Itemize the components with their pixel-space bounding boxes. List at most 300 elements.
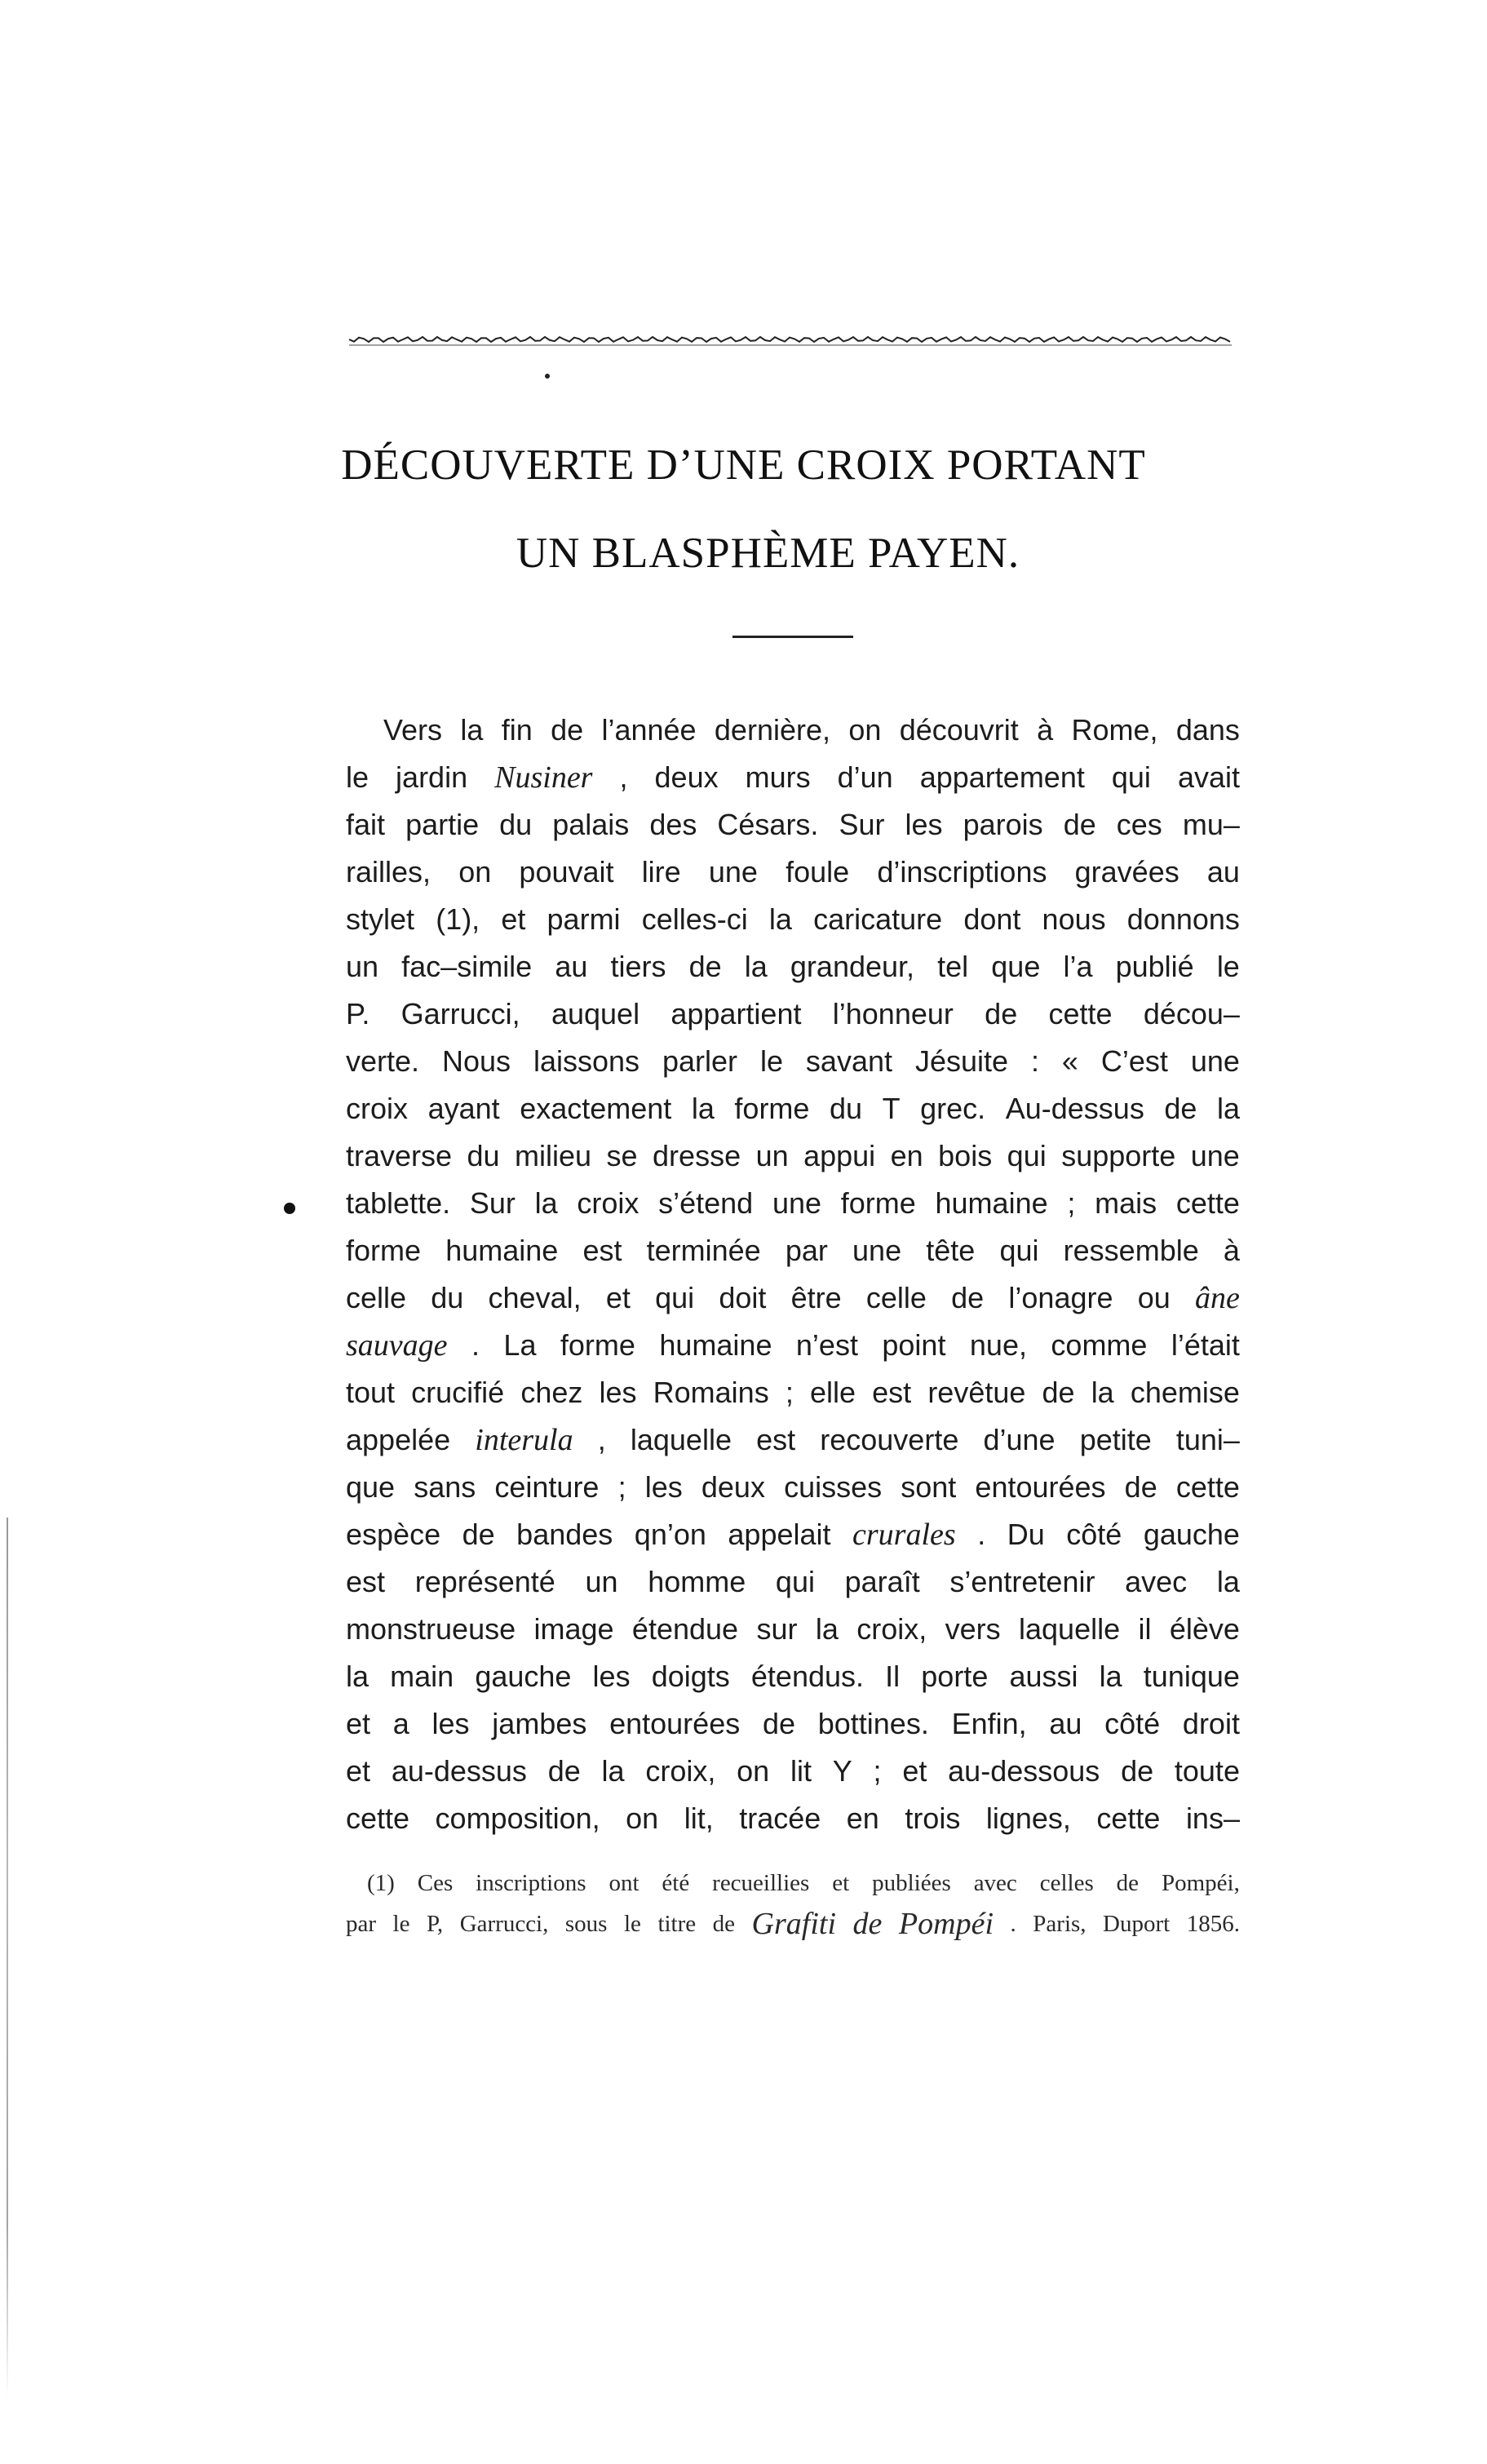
word: exactement — [520, 1092, 672, 1125]
word: celles-ci — [641, 902, 748, 936]
word: ont — [609, 1870, 639, 1896]
chapter-title-line-1: DÉCOUVERTE D’UNE CROIX PORTANT — [341, 441, 1146, 489]
word: croix — [577, 1186, 639, 1220]
word: Enfin, — [951, 1707, 1027, 1740]
word: ces — [1116, 808, 1162, 841]
word: tête — [926, 1234, 976, 1267]
word: côté — [1104, 1707, 1161, 1740]
word: le — [1216, 950, 1240, 983]
word: (1), — [436, 902, 480, 936]
word: donnons — [1126, 902, 1240, 936]
word: est — [872, 1376, 912, 1409]
word: les — [592, 1660, 631, 1693]
word: nous — [1042, 902, 1106, 936]
word: tablette. — [346, 1186, 451, 1220]
word: être — [790, 1281, 842, 1314]
word: ceinture — [494, 1470, 600, 1504]
word: tiers — [610, 950, 666, 983]
word: laquelle — [1019, 1612, 1121, 1646]
footnote-line — [346, 1863, 1240, 1903]
word: homme — [648, 1565, 746, 1598]
italic-word: Pompéi — [898, 1907, 994, 1941]
body-line — [346, 1227, 1240, 1274]
italic-word: crurales — [852, 1518, 956, 1552]
word: Ces — [417, 1870, 454, 1896]
word: l’onagre — [1008, 1281, 1113, 1314]
word: lit — [790, 1754, 812, 1788]
word: la — [1216, 1092, 1240, 1125]
word: forme — [840, 1186, 916, 1220]
word: appelait — [728, 1518, 831, 1551]
word: de — [1063, 808, 1096, 841]
word: de — [1164, 1092, 1197, 1125]
word: espèce — [346, 1518, 441, 1551]
word: recueillies — [712, 1870, 810, 1896]
word: Au-dessus — [1005, 1092, 1144, 1125]
word: ou — [1137, 1281, 1171, 1314]
word: au — [1206, 855, 1240, 889]
word: le — [346, 760, 370, 794]
word: on — [848, 713, 882, 747]
word: le — [392, 1911, 410, 1937]
word: laquelle — [630, 1423, 732, 1456]
word: sans — [414, 1470, 476, 1504]
word: de — [1116, 1870, 1140, 1896]
word: à — [1037, 713, 1054, 747]
word: verte. — [346, 1044, 420, 1078]
word: Nous — [441, 1044, 511, 1078]
word: celle — [346, 1281, 407, 1314]
word: humaine — [445, 1234, 559, 1267]
word: lignes, — [985, 1801, 1071, 1835]
word: au-dessous — [948, 1754, 1100, 1788]
word: une — [1190, 1139, 1240, 1172]
body-line — [346, 1322, 1240, 1369]
body-line — [346, 1038, 1240, 1085]
word: 1856. — [1186, 1911, 1240, 1937]
word: que — [991, 950, 1041, 983]
word: du — [467, 1139, 500, 1172]
word: s’étend — [658, 1186, 754, 1220]
word: appelée — [346, 1423, 451, 1456]
word: main — [390, 1660, 454, 1693]
word: cheval, — [488, 1281, 582, 1314]
word: de — [951, 1281, 985, 1314]
word: monstrueuse — [346, 1612, 516, 1646]
word: de — [762, 1707, 795, 1740]
decorative-wavy-rule — [349, 335, 1232, 349]
word: railles, — [346, 855, 431, 889]
word: une — [708, 855, 758, 889]
body-line — [346, 1748, 1240, 1795]
word: humaine — [659, 1328, 772, 1362]
body-line — [346, 1653, 1240, 1700]
word: , — [619, 760, 628, 794]
word: partie — [405, 808, 480, 841]
word: auquel — [551, 997, 640, 1030]
word: sont — [901, 1470, 957, 1504]
word: milieu — [515, 1139, 592, 1172]
word: image — [533, 1612, 614, 1646]
word: doigts — [651, 1660, 730, 1693]
word: par — [785, 1234, 828, 1267]
word: Vers — [383, 713, 443, 747]
word: on — [458, 855, 492, 889]
word: les — [905, 808, 943, 841]
body-line — [346, 801, 1240, 849]
word: dernière, — [714, 713, 830, 747]
word: parmi — [547, 902, 621, 936]
word: cette — [1175, 1186, 1240, 1220]
word: le — [623, 1911, 641, 1937]
word: décou– — [1143, 997, 1240, 1030]
word: . — [1010, 1911, 1016, 1937]
word: fin — [501, 713, 533, 747]
word: T — [882, 1092, 901, 1125]
italic-word: interula — [475, 1423, 573, 1457]
word: à — [1223, 1234, 1240, 1267]
word: a — [392, 1707, 409, 1740]
word: de — [462, 1518, 495, 1551]
word: Romains — [653, 1376, 769, 1409]
word: la — [601, 1754, 625, 1788]
word: du — [830, 1092, 863, 1125]
word: paraît — [844, 1565, 920, 1598]
word: et — [605, 1281, 631, 1314]
body-line — [346, 849, 1240, 896]
word: publiées — [872, 1870, 951, 1896]
word: appui — [803, 1139, 876, 1172]
body-line — [346, 1464, 1240, 1511]
word: Sur — [839, 808, 885, 841]
word: une — [772, 1186, 822, 1220]
word: de — [1121, 1754, 1154, 1788]
word: la — [534, 1186, 558, 1220]
word: au-dessus — [391, 1754, 527, 1788]
word: élève — [1169, 1612, 1240, 1646]
word: une — [1190, 1044, 1240, 1078]
word: de — [712, 1911, 736, 1937]
word: porte — [921, 1660, 989, 1693]
footnote-line — [346, 1903, 1240, 1944]
word: lit, — [684, 1801, 714, 1835]
word: mu– — [1182, 808, 1240, 841]
body-line — [346, 1700, 1240, 1748]
word: aussi — [1009, 1660, 1078, 1693]
word: chez — [520, 1376, 583, 1409]
word: inscriptions — [476, 1870, 586, 1896]
word: une — [852, 1234, 902, 1267]
word: entourées — [609, 1707, 741, 1740]
word: tout — [346, 1376, 396, 1409]
word: de — [551, 713, 584, 747]
word: stylet — [346, 902, 415, 936]
word: lire — [641, 855, 681, 889]
word: dont — [963, 902, 1021, 936]
word: parler — [662, 1044, 738, 1078]
word: jardin — [396, 760, 468, 794]
word: cette — [346, 1801, 410, 1835]
italic-word: de — [852, 1907, 883, 1941]
word: est — [346, 1565, 386, 1598]
word: doit — [719, 1281, 767, 1314]
italic-word: sauvage — [346, 1328, 448, 1363]
word: cette — [1175, 1470, 1240, 1504]
word: la — [691, 1092, 715, 1125]
word: pouvait — [519, 855, 614, 889]
word: toute — [1174, 1754, 1240, 1788]
word: par — [346, 1911, 377, 1937]
word: Garrucci, — [401, 997, 520, 1030]
word: deux — [654, 760, 719, 794]
word: « — [1061, 1044, 1078, 1078]
word: publié — [1115, 950, 1194, 983]
body-line — [346, 1795, 1240, 1842]
word: d’un — [837, 760, 893, 794]
word: savant — [805, 1044, 892, 1078]
word: cette — [1048, 997, 1113, 1030]
word: de — [547, 1754, 581, 1788]
word: qui — [1111, 760, 1151, 794]
word: tel — [937, 950, 969, 983]
word: recouverte — [820, 1423, 959, 1456]
word: Paris, — [1033, 1911, 1086, 1937]
body-line — [346, 1132, 1240, 1180]
word: entourées — [975, 1470, 1106, 1504]
margin-mark — [284, 1203, 295, 1214]
word: l’a — [1063, 950, 1093, 983]
word: qui — [655, 1281, 695, 1314]
word: crucifié — [411, 1376, 505, 1409]
word: il — [1138, 1612, 1152, 1646]
word: Il — [885, 1660, 901, 1693]
word: avec — [973, 1870, 1017, 1896]
word: découvrit — [899, 713, 1019, 747]
word: forme — [560, 1328, 635, 1362]
word: est — [582, 1234, 622, 1267]
body-line — [346, 1558, 1240, 1606]
word: ins– — [1185, 1801, 1240, 1835]
word: nue, — [969, 1328, 1027, 1362]
word: celles — [1039, 1870, 1094, 1896]
body-line — [346, 1085, 1240, 1132]
word: fac–simile — [401, 950, 533, 983]
word: d’inscriptions — [877, 855, 1047, 889]
word: qn’on — [634, 1518, 706, 1551]
print-speck — [545, 374, 550, 379]
word: ; — [873, 1754, 882, 1788]
word: de — [1042, 1376, 1075, 1409]
body-line — [346, 1369, 1240, 1416]
word: Jésuite — [914, 1044, 1009, 1078]
word: au — [1049, 1707, 1082, 1740]
word: Pompéi, — [1161, 1870, 1240, 1896]
word: de — [688, 950, 722, 983]
word: foule — [786, 855, 850, 889]
word: grec. — [920, 1092, 986, 1125]
word: laissons — [533, 1044, 640, 1078]
word: cuisses — [784, 1470, 883, 1504]
word: mais — [1095, 1186, 1157, 1220]
word: du — [499, 808, 533, 841]
word: Duport — [1103, 1911, 1171, 1937]
word: la — [460, 713, 484, 747]
word: et — [346, 1754, 371, 1788]
italic-word: âne — [1194, 1281, 1240, 1315]
word: un — [346, 950, 379, 983]
word: tunique — [1143, 1660, 1240, 1693]
word: appartement — [919, 760, 1085, 794]
word: . — [471, 1328, 480, 1362]
word: sur — [756, 1612, 798, 1646]
word: composition, — [435, 1801, 600, 1835]
word: la — [1216, 1565, 1240, 1598]
word: petite — [1079, 1423, 1152, 1456]
body-line — [346, 943, 1240, 990]
word: Sur — [469, 1186, 516, 1220]
word: d’une — [983, 1423, 1056, 1456]
word: la — [1091, 1376, 1114, 1409]
word: forme — [734, 1092, 810, 1125]
word: celle — [865, 1281, 927, 1314]
word: l’honneur — [832, 997, 954, 1030]
word: , — [597, 1423, 606, 1456]
word: gauche — [475, 1660, 572, 1693]
footnote — [346, 1863, 1240, 1944]
word: l’année — [601, 713, 697, 747]
word: jambes — [492, 1707, 587, 1740]
body-line — [346, 1511, 1240, 1558]
word: dans — [1175, 713, 1240, 747]
word: de — [1124, 1470, 1157, 1504]
word: Y — [832, 1754, 852, 1788]
italic-word: Grafiti — [751, 1907, 837, 1941]
body-line — [346, 707, 1240, 754]
word: la — [768, 902, 792, 936]
chapter-title-line-2: UN BLASPHÈME PAYEN. — [516, 530, 1020, 577]
scan-edge-shadow — [7, 1518, 8, 2399]
word: l’était — [1171, 1328, 1240, 1362]
body-line — [346, 896, 1240, 943]
word: des — [649, 808, 697, 841]
word: se — [606, 1139, 638, 1172]
word: forme — [346, 1234, 422, 1267]
word: P. — [346, 997, 370, 1030]
word: cette — [1096, 1801, 1161, 1835]
word: trois — [905, 1801, 961, 1835]
word: P, — [427, 1911, 444, 1937]
word: revêtue — [927, 1376, 1026, 1409]
word: droit — [1182, 1707, 1240, 1740]
body-line — [346, 754, 1240, 801]
word: s’entretenir — [949, 1565, 1095, 1598]
word: du — [431, 1281, 464, 1314]
word: croix, — [856, 1612, 927, 1646]
word: ; — [617, 1470, 626, 1504]
word: la — [1099, 1660, 1122, 1693]
word: : — [1030, 1044, 1039, 1078]
word: dresse — [653, 1139, 741, 1172]
word: bandes — [516, 1518, 613, 1551]
word: un — [755, 1139, 789, 1172]
word: en — [890, 1139, 923, 1172]
word: et — [902, 1754, 927, 1788]
italic-word: Nusiner — [494, 760, 593, 795]
word: point — [882, 1328, 946, 1362]
word: la — [346, 1660, 370, 1693]
word: gauche — [1143, 1518, 1240, 1551]
word: et — [346, 1707, 371, 1740]
word: les — [431, 1707, 470, 1740]
word: sous — [564, 1911, 608, 1937]
word: les — [599, 1376, 637, 1409]
word: que — [346, 1470, 396, 1504]
word: avec — [1125, 1565, 1188, 1598]
word: deux — [701, 1470, 765, 1504]
word: titre — [657, 1911, 697, 1937]
word: Césars. — [717, 808, 819, 841]
word: vers — [945, 1612, 1001, 1646]
word: supporte — [1061, 1139, 1176, 1172]
word: Du — [1007, 1518, 1045, 1551]
word: ayant — [427, 1092, 500, 1125]
word: avait — [1177, 760, 1240, 794]
word: bottines. — [817, 1707, 929, 1740]
word: qui — [775, 1565, 815, 1598]
body-line — [346, 990, 1240, 1038]
word: qui — [999, 1234, 1039, 1267]
word: la — [744, 950, 768, 983]
word: en — [846, 1801, 879, 1835]
body-paragraph — [346, 707, 1240, 1842]
word: les — [644, 1470, 683, 1504]
word: et — [501, 902, 526, 936]
body-line — [346, 1416, 1240, 1464]
word: tuni– — [1175, 1423, 1240, 1456]
word: de — [985, 997, 1018, 1030]
word: le — [759, 1044, 783, 1078]
word: ; — [785, 1376, 794, 1409]
word: chemise — [1130, 1376, 1240, 1409]
word: (1) — [367, 1870, 395, 1896]
title-underline-rule — [732, 636, 853, 638]
word: traverse — [346, 1139, 453, 1172]
word: on — [737, 1754, 770, 1788]
word: Rome, — [1071, 713, 1158, 747]
word: croix — [346, 1092, 409, 1125]
word: appartient — [670, 997, 802, 1030]
body-line — [346, 1180, 1240, 1227]
word: croix, — [645, 1754, 716, 1788]
word: la — [815, 1612, 839, 1646]
word: humaine — [935, 1186, 1048, 1220]
word: caricature — [813, 902, 943, 936]
word: tracée — [739, 1801, 821, 1835]
word: n’est — [795, 1328, 858, 1362]
word: un — [585, 1565, 618, 1598]
word: est — [756, 1423, 796, 1456]
word: ; — [1067, 1186, 1076, 1220]
word: fait — [346, 808, 386, 841]
word: bois — [938, 1139, 993, 1172]
word: parois — [963, 808, 1043, 841]
word: gravées — [1074, 855, 1179, 889]
word: comme — [1051, 1328, 1148, 1362]
word: représenté — [414, 1565, 555, 1598]
word: côté — [1066, 1518, 1122, 1551]
word: au — [555, 950, 588, 983]
word: elle — [809, 1376, 856, 1409]
